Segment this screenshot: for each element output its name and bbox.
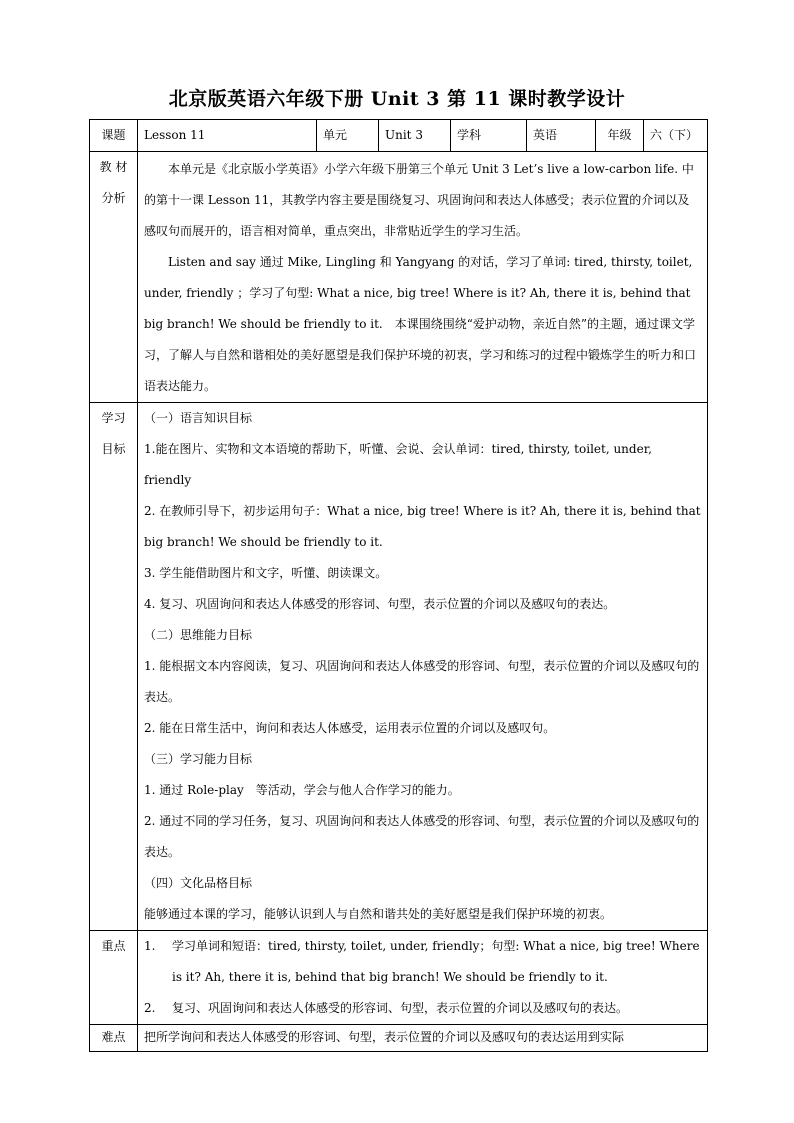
- header-row: [90, 120, 708, 152]
- objectives-label-line1: 学习: [101, 411, 126, 425]
- objectives-content: [138, 403, 708, 931]
- objective-heading-learning: （三）学习能力目标: [144, 752, 253, 766]
- keypoints-label-text: 重点: [101, 939, 126, 953]
- analysis-label: [90, 152, 138, 403]
- subject-label: 学科: [451, 120, 527, 152]
- keypoint-number: 2.: [144, 1001, 156, 1015]
- difficulty-label: 难点: [90, 1025, 138, 1052]
- analysis-label-line2: 分析: [101, 191, 126, 205]
- objective-item: 2. 能在日常生活中，询问和表达人体感受，运用表示位置的介词以及感叹句。: [144, 721, 556, 735]
- objectives-row: [90, 403, 708, 931]
- objective-heading-culture: （四）文化品格目标: [144, 876, 253, 890]
- keypoints-content: [138, 931, 708, 1025]
- objective-item: 3. 学生能借助图片和文字，听懂、朗读课文。: [144, 566, 388, 580]
- grade-label: 年级: [596, 120, 644, 152]
- objective-item: 2. 在教师引导下，初步运用句子：What a nice, big tree! Where is it? Ah, there it is, behind that big branch! We should be friendly to it.: [144, 504, 701, 549]
- analysis-paragraph-2: Listen and say 通过 Mike, Lingling 和 Yangyang 的对话，学习了单词: tired, thirsty, toilet, under, friendly ；学习了句型: What a nice, big tree! Where is it? Ah, there it is, behind that big branch! We should be friendly to it. 本课围绕围绕“爱护动物，亲近自然”的主题，通过课文学习，了解人与自然和谐相处的美好愿望是我们保护环境的初衷，学习和练习的过程中锻炼学生的听力和口语表达能力。: [144, 255, 697, 393]
- analysis-label-line1: 教 材: [99, 160, 128, 174]
- analysis-row: [90, 152, 708, 403]
- analysis-content: [138, 152, 708, 403]
- objective-item: 1.能在图片、实物和文本语境的帮助下，听懂、会说、会认单词：tired, thirsty, toilet, under, friendly: [144, 442, 652, 487]
- objectives-label: [90, 403, 138, 931]
- keypoint-item: [144, 993, 701, 1024]
- grade-value: 六（下）: [644, 120, 708, 152]
- keypoint-item: [144, 931, 701, 993]
- keypoints-row: [90, 931, 708, 1025]
- difficulty-row: [90, 1025, 708, 1052]
- objectives-label-line2: 目标: [101, 442, 126, 456]
- lesson-plan-table: [89, 119, 708, 1052]
- keypoint-text: 复习、巩固询问和表达人体感受的形容词、句型，表示位置的介词以及感叹句的表达。: [172, 1001, 629, 1015]
- objective-heading-language: （一）语言知识目标: [144, 411, 253, 425]
- analysis-paragraph-1: 本单元是《北京版小学英语》小学六年级下册第三个单元 Unit 3 Let’s live a low-carbon life. 中的第十一课 Lesson 11，其教学内容主要是围绕复习、巩固询问和表达人体感受；表示位置的介词以及感叹句而展开的，语言相对简单，重点突出，非常贴近学生的学习生活。: [144, 162, 694, 238]
- objective-item: 1. 通过 Role-play 等活动，学会与他人合作学习的能力。: [144, 783, 460, 797]
- objective-item: 2. 通过不同的学习任务，复习、巩固询问和表达人体感受的形容词、句型，表示位置的介词以及感叹句的表达。: [144, 814, 700, 859]
- unit-label: 单元: [317, 120, 379, 152]
- difficulty-content: 把所学询问和表达人体感受的形容词、句型，表示位置的介词以及感叹句的表达运用到实际: [138, 1025, 708, 1052]
- keypoint-text: 学习单词和短语：tired, thirsty, toilet, under, friendly；句型: What a nice, big tree! Where is it? Ah, there it is, behind that big branch! We should be friendly to it.: [172, 939, 700, 984]
- subject-value: 英语: [527, 120, 596, 152]
- document-title: 北京版英语六年级下册 Unit 3 第 11 课时教学设计: [168, 88, 626, 110]
- keypoints-label: [90, 931, 138, 1025]
- objective-item: 1. 能根据文本内容阅读，复习、巩固询问和表达人体感受的形容词、句型，表示位置的介词以及感叹句的表达。: [144, 659, 700, 704]
- topic-label: 课题: [90, 120, 138, 152]
- objective-heading-thinking: （二）思维能力目标: [144, 628, 253, 642]
- topic-value: Lesson 11: [138, 120, 317, 152]
- objective-item: 能够通过本课的学习，能够认识到人与自然和谐共处的美好愿望是我们保护环境的初衷。: [144, 907, 613, 921]
- unit-value: Unit 3: [379, 120, 451, 152]
- keypoint-number: 1.: [144, 939, 156, 953]
- objective-item: 4. 复习、巩固询问和表达人体感受的形容词、句型，表示位置的介词以及感叹句的表达。: [144, 597, 616, 611]
